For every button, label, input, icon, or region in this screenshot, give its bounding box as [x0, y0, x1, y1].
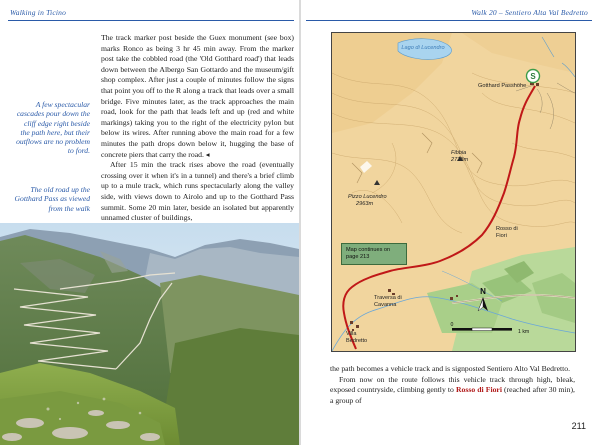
scale-zero: 0	[450, 322, 454, 328]
map-continues-note: Map continues on page 213	[341, 243, 407, 265]
header-rule-left	[8, 20, 294, 21]
paragraph: From now on the route follows this vehicle track through high, bleak, exposed countryside, climbing gently to Rosso di Fiori (reached after 30 min), a group of	[330, 374, 575, 405]
label-rosso: Rosso di Fiori	[496, 226, 518, 239]
page-number: 211	[571, 421, 586, 431]
header-rule-right	[306, 20, 592, 21]
running-header-left: Walking in Ticino	[10, 8, 67, 17]
label-gotthard: Gotthard Passhöhe	[478, 83, 527, 89]
running-header-right: Walk 20 – Sentiero Alta Val Bedretto	[471, 8, 588, 17]
scale-km: 1 km	[518, 329, 530, 335]
label-villa: Villa Bedretto	[346, 331, 368, 344]
start-marker: S	[530, 72, 536, 82]
paragraph: the path becomes a vehicle track and is signposted Sentiero Alto Val Bedretto.	[330, 364, 571, 373]
label-lake: Lago di Lucendro	[401, 45, 445, 51]
label-fibbia: Fibbia 2738m	[451, 150, 469, 163]
book-gutter	[299, 0, 301, 445]
gotthard-road-photo	[0, 223, 299, 445]
route-map	[331, 32, 576, 352]
photo-caption: The old road up the Gotthard Pass as viewed from the walk	[14, 185, 90, 213]
north-label: N	[480, 287, 486, 296]
left-page-text	[101, 33, 294, 224]
paragraph: The track marker post beside the Guex monument (see box) marks Ronco as being 3 hr 45 min away. From the marker post take the cobbled road (the 'Old Gotthard road') that leads down between the Albergo San Gottardo and the museum/gift shop complex. After just a couple of minutes follow the signs that point you off to the R along a track that leads over a small bridge. Five minutes later, as the track approaches the main road, look for the path that leads left and up (red and white markings) taking you to the right of the electricity pylon but below its wires. After running above the main road for a few minutes the path drops down below it, hugging the base of concrete piers that carry the road. ◂	[101, 33, 294, 159]
label-traversa: Traversa di Cavanna	[374, 295, 402, 308]
right-page-text	[330, 364, 575, 406]
label-pizzo: Pizzo Lucendro 2963m	[348, 194, 387, 207]
margin-note-cascades: A few spectacular cascades pour down the cliff edge right beside the path here, but their outflows are no problem to ford.	[16, 100, 90, 156]
place-rosso-di-fiori: Rosso di Fiori	[455, 385, 502, 395]
paragraph: After 15 min the track rises above the road (eventually crossing over it when it's in a tunnel) and there's a brief climb up to a mule track, which runs spectacularly along the valley side, with views down to Airolo and up to the Gotthard Pass summit. Some 20 min later, beside an isolated but apparently unnamed cluster of buildings,	[101, 160, 294, 223]
